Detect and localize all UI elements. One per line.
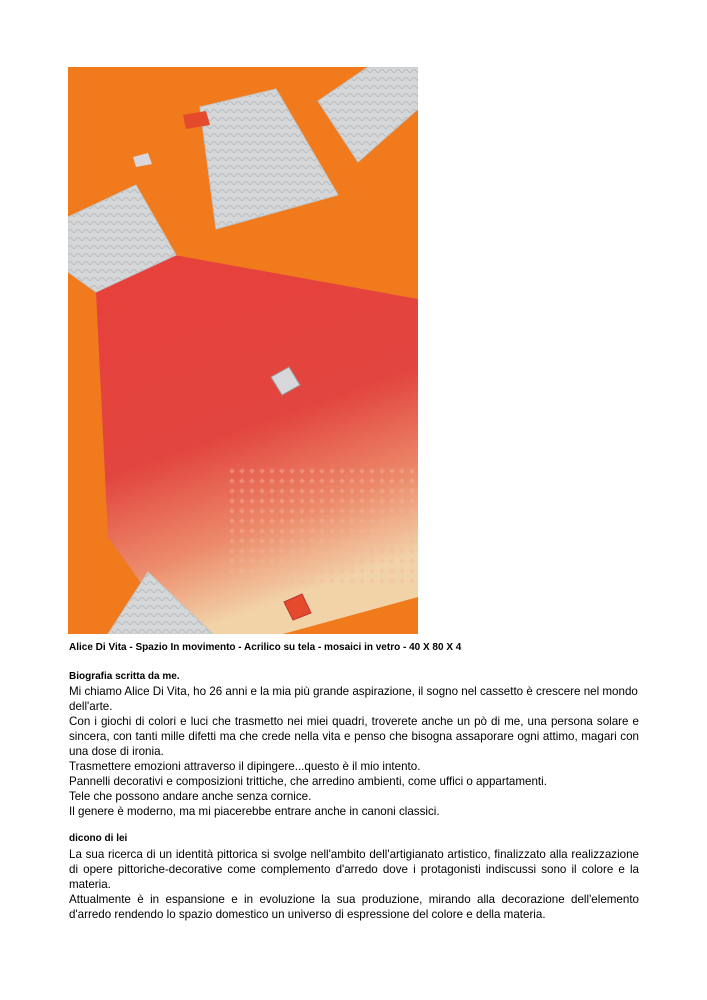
bio-paragraph: Mi chiamo Alice Di Vita, ho 26 anni e la mia più grande aspirazione, il sogno nel cassetto è crescere nel mondo dell'arte. xyxy=(69,685,638,713)
dicono-paragraph: La sua ricerca di un identità pittorica si svolge nell'ambito dell'artigianato artistico, finalizzato alla realizzazione di opere pittoriche-decorative come complemento d'arredo dove i protagonisti indiscussi sono il colore e la materia. xyxy=(69,848,639,891)
dotted-pattern xyxy=(228,467,418,587)
bio-paragraph: Trasmettere emozioni attraverso il dipingere...questo è il mio intento. xyxy=(69,760,421,773)
bio-paragraph: Il genere è moderno, ma mi piacerebbe entrare anche in canoni classici. xyxy=(69,805,440,818)
dicono-body xyxy=(69,847,639,922)
bio-paragraph: Pannelli decorativi e composizioni trittiche, che arredino ambienti, come uffici o appartamenti. xyxy=(69,775,547,788)
artwork-painting xyxy=(68,67,418,634)
bio-heading: Biografia scritta da me. xyxy=(69,671,180,682)
dicono-paragraph: Attualmente è in espansione e in evoluzione la sua produzione, mirando alla decorazione dell'elemento d'arredo rendendo lo spazio domestico un universo di espressione del colore e della materia. xyxy=(69,893,639,921)
bio-paragraph: Tele che possono andare anche senza cornice. xyxy=(69,790,312,803)
dicono-heading: dicono di lei xyxy=(69,833,128,844)
bio-body xyxy=(69,684,639,819)
artwork-caption: Alice Di Vita - Spazio In movimento - Acrilico su tela - mosaici in vetro - 40 X 80 X 4 xyxy=(69,642,462,653)
painting-image xyxy=(68,67,418,634)
bio-paragraph: Con i giochi di colori e luci che trasmetto nei miei quadri, troverete anche un pò di me, una persona solare e sincera, con tanti mille difetti ma che crede nella vita e penso che bisogna assaporare ogni attimo, magari con una dose di ironia. xyxy=(69,715,639,758)
